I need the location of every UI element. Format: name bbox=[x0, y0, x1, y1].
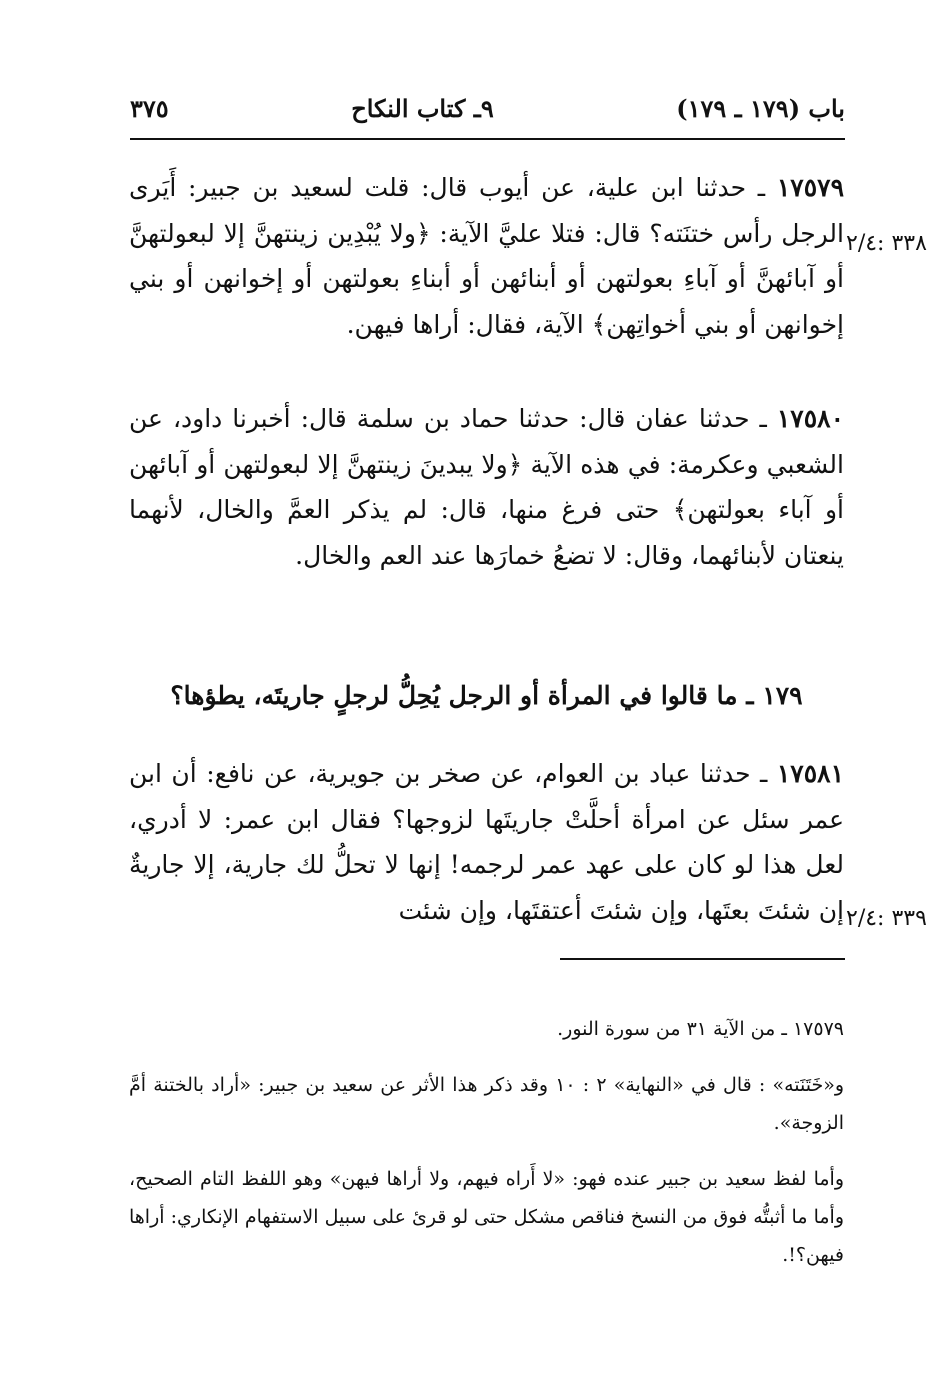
entry-number: ١٧٥٧٩ bbox=[776, 173, 844, 202]
entry-17581 bbox=[129, 751, 844, 933]
book-title: ٩ـ كتاب النكاح bbox=[351, 94, 494, 123]
footnote: ١٧٥٧٩ ـ من الآية ٣١ من سورة النور. bbox=[557, 1018, 844, 1040]
page-number: ٣٧٥ bbox=[130, 94, 169, 123]
entry-text: ـ حدثنا ابن علية، عن أيوب قال: قلت لسعيد بن جبير: أَيَرى الرجل رأس ختنَته؟ قال: فتلا عليَّ الآية: ﴿ولا يُبْدِين زينتهنَّ إلا لبعولتهنَّ أو آبائهنَّ أو آباءِ بعولتهن أو أبنائهن أو أبناءِ بعولتهن أو إخوانهن أو بني إخوانهن أو بني أخواتِهن﴾ الآية، فقال: أراها فيهن. bbox=[129, 173, 844, 339]
chapter-range: باب (١٧٩ ـ ١٧٩) bbox=[676, 94, 845, 123]
entry-17579 bbox=[129, 165, 844, 347]
entry-17580 bbox=[129, 396, 844, 578]
header-rule bbox=[130, 138, 845, 140]
margin-reference-1: ٣٣٨ :٢/٤ bbox=[846, 231, 927, 256]
margin-reference-2: ٣٣٩ :٢/٤ bbox=[846, 906, 927, 931]
section-heading: ١٧٩ ـ ما قالوا في المرأة أو الرجل يُحِلُّ لرجلٍ جاريتَه، يطؤها؟ bbox=[170, 681, 803, 710]
entry-number: ١٧٥٨١ bbox=[776, 759, 844, 788]
entry-text: ـ حدثنا عفان قال: حدثنا حماد بن سلمة قال: أخبرنا داود، عن الشعبي وعكرمة: في هذه الآية ﴿ولا يبدينَ زينتهنَّ إلا لبعولتهن أو آبائهن أو آباء بعولتهن﴾ حتى فرغ منها، قال: لم يذكر العمَّ والخال، لأنهما ينعتان لأبنائهما، وقال: لا تضعُ خمارَها عند العم والخال. bbox=[129, 404, 844, 570]
footnote: وأما لفظ سعيد بن جبير عنده فهو: «لا أَراه فيهم، ولا أراها فيهن» وهو اللفظ التام الصحيح، وأما ما أثبتُّه فوق من النسخ فناقص مشكل حتى لو قرئ على سبيل الاستفهام الإنكاري: أراها فيهن؟!. bbox=[129, 1168, 844, 1266]
footnote-rule bbox=[560, 958, 845, 960]
running-header bbox=[130, 94, 845, 134]
entry-number: ١٧٥٨٠ bbox=[776, 404, 844, 433]
footnotes bbox=[129, 1010, 844, 1292]
footnote: و«خَتَنَته» : قال في «النهاية» ٢ : ١٠ وقد ذكر هذا الأثر عن سعيد بن جبير: «أراد بالختنة أمَّ الزوجة». bbox=[129, 1074, 844, 1134]
entry-text: ـ حدثنا عباد بن العوام، عن صخر بن جويرية، عن نافع: أن ابن عمر سئل عن امرأة أحلَّتْ جاريتَها لزوجها؟ فقال ابن عمر: لا أدري، لعل هذا لو كان على عهد عمر لرجمه! إنها لا تحلُّ لك جارية، إلا جاريةٌ إن شئتَ بعتَها، وإن شئتَ أعتقتَها، وإن شئت bbox=[129, 759, 844, 925]
